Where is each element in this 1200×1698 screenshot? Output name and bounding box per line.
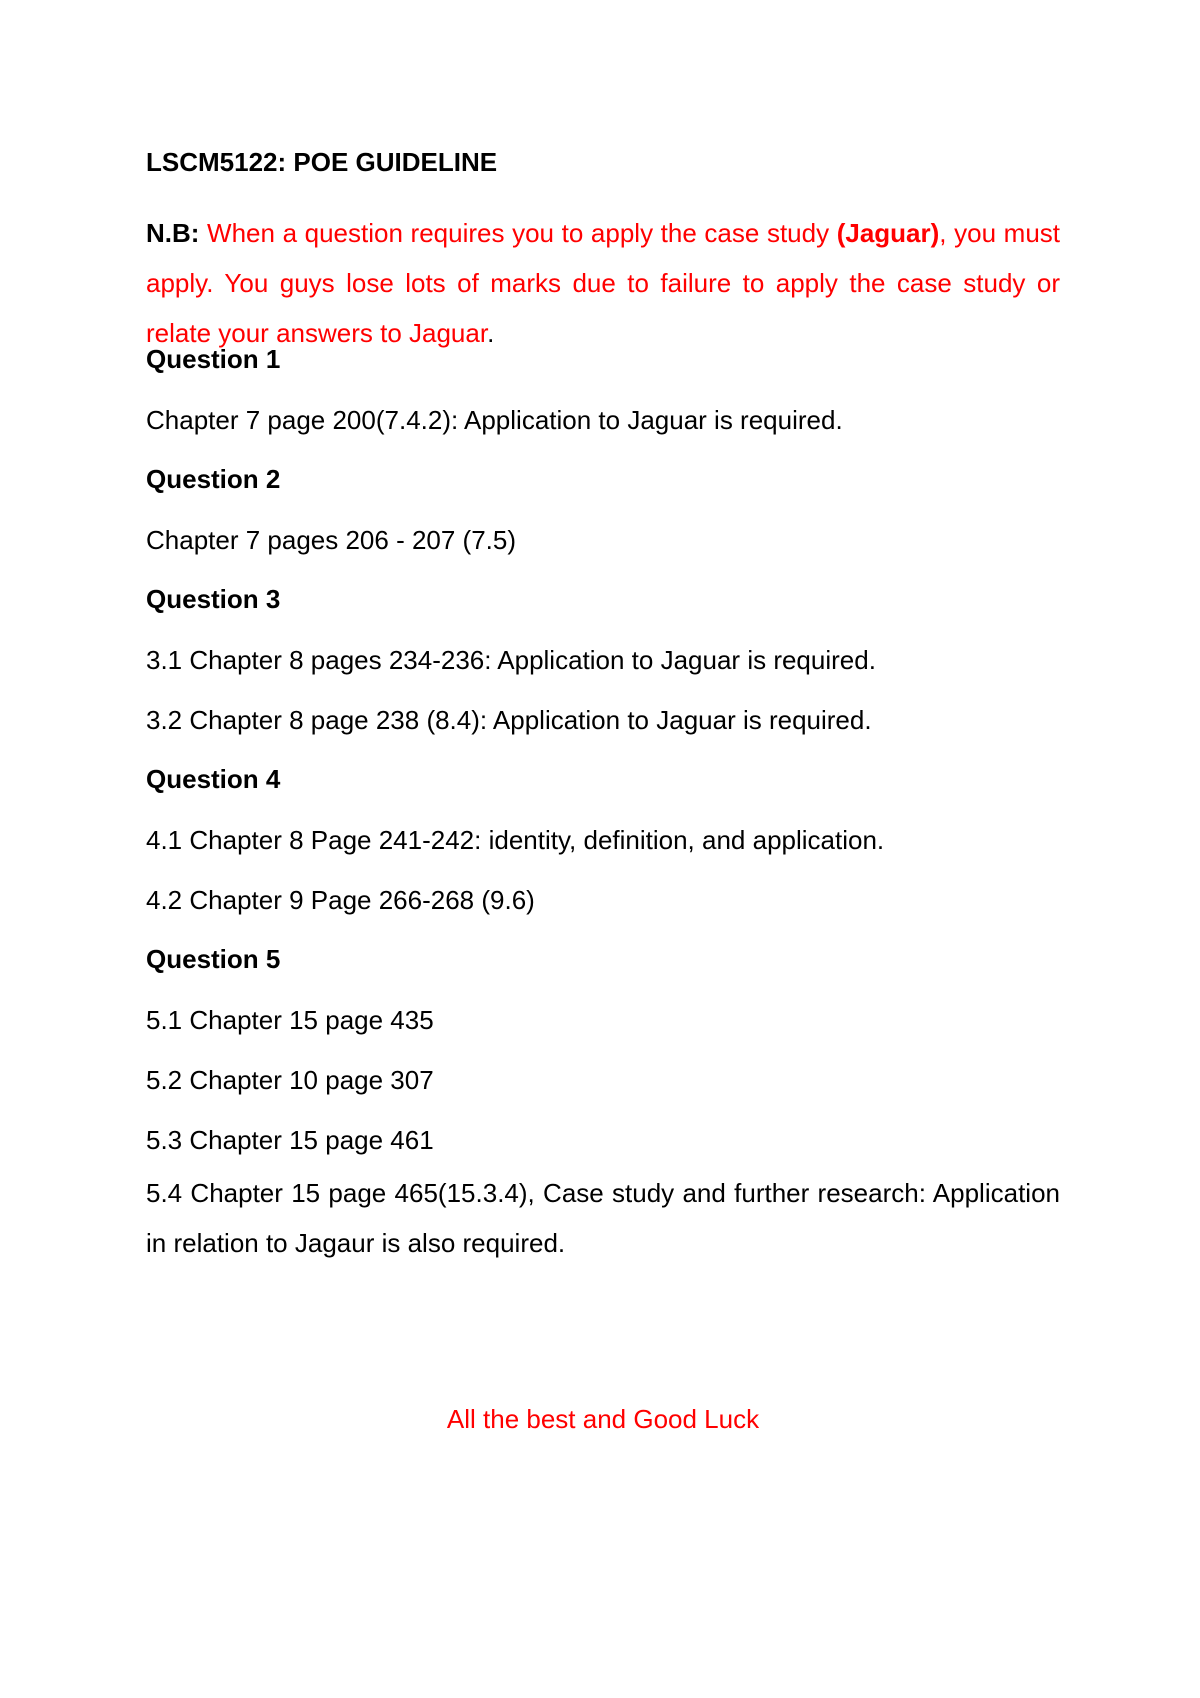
question-5-item-1: 5.1 Chapter 15 page 435 xyxy=(146,1005,434,1035)
question-5-item-4: 5.4 Chapter 15 page 465(15.3.4), Case study and further research: Application in relation to Jagaur is also required. xyxy=(146,1178,1060,1258)
question-5-heading: Question 5 xyxy=(146,944,281,974)
note-label: N.B: xyxy=(146,218,200,248)
closing-message: All the best and Good Luck xyxy=(446,1404,760,1434)
question-3-item-2: 3.2 Chapter 8 page 238 (8.4): Application to Jaguar is required. xyxy=(146,705,872,735)
note-paragraph xyxy=(146,208,1060,358)
question-2-heading: Question 2 xyxy=(146,464,281,494)
question-4-item-1: 4.1 Chapter 8 Page 241-242: identity, definition, and application. xyxy=(146,825,885,855)
question-4-heading: Question 4 xyxy=(146,764,281,794)
question-4-item-2: 4.2 Chapter 9 Page 266-268 (9.6) xyxy=(146,885,535,915)
question-2-item-1: Chapter 7 pages 206 - 207 (7.5) xyxy=(146,525,517,555)
document-title: LSCM5122: POE GUIDELINE xyxy=(146,147,498,177)
question-1-item-1: Chapter 7 page 200(7.4.2): Application to Jaguar is required. xyxy=(146,405,843,435)
question-1-heading: Question 1 xyxy=(146,344,281,374)
question-3-heading: Question 3 xyxy=(146,584,281,614)
note-text-1: When a question requires you to apply the case study xyxy=(199,218,837,248)
question-5-item-2: 5.2 Chapter 10 page 307 xyxy=(146,1065,434,1095)
note-emphasis: (Jaguar) xyxy=(836,218,940,248)
document-page xyxy=(146,0,1060,1698)
question-5-item-3: 5.3 Chapter 15 page 461 xyxy=(146,1125,434,1155)
note-text-2: , you must apply. You guys lose lots of marks due to failure to apply the case study or relate your answers to Jaguar xyxy=(146,218,1060,348)
question-3-item-1: 3.1 Chapter 8 pages 234-236: Application to Jaguar is required. xyxy=(146,645,876,675)
note-period: . xyxy=(487,318,495,348)
